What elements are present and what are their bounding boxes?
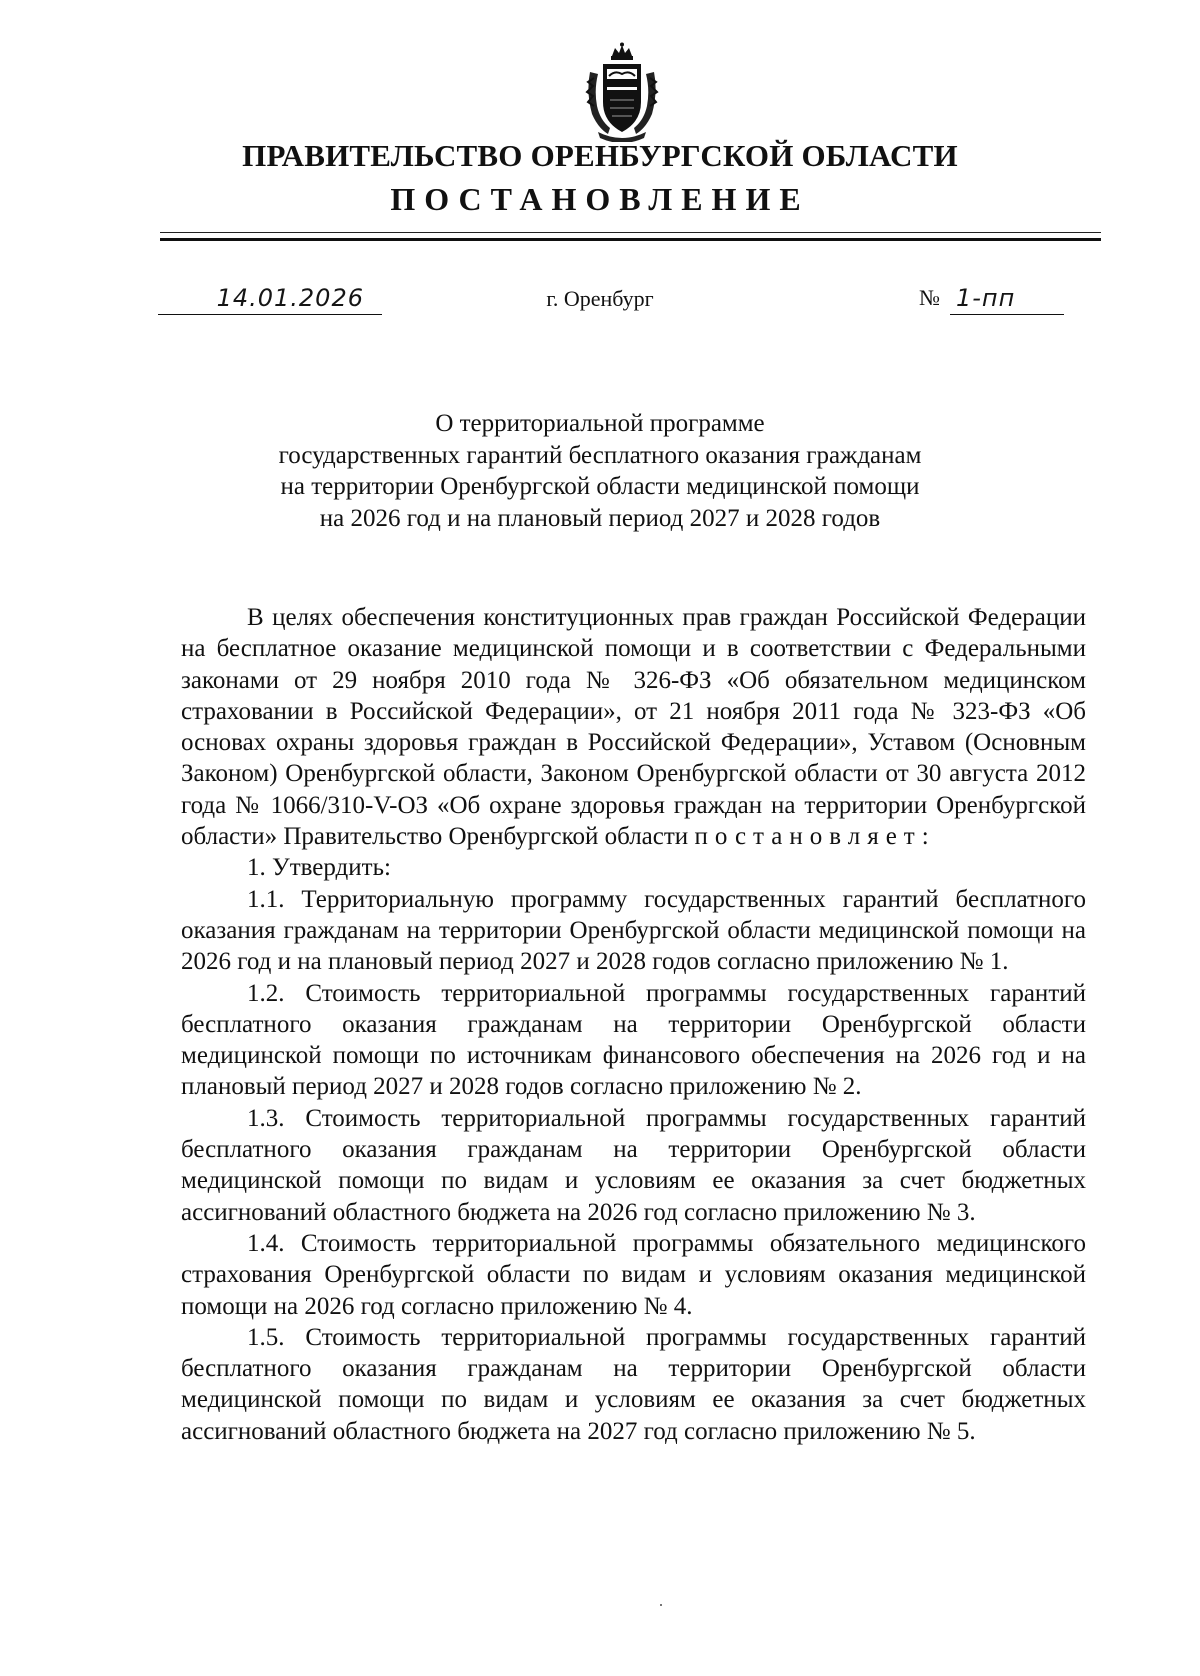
subject-line: О территориальной программе [435, 410, 765, 437]
decree-word: постановляет [694, 823, 922, 851]
document-subject [0, 408, 1200, 534]
handwritten-number: 1-пп [956, 284, 1016, 312]
document-type-title: ПОСТАНОВЛЕНИЕ [390, 181, 810, 217]
coat-of-arms-icon [584, 42, 660, 142]
decree-colon: : [921, 823, 929, 851]
handwritten-date: 14.01.2026 [216, 284, 364, 312]
item-1-4: 1.4. Стоимость территориальной программы обязательного медицинского страхования Оренбургской области по видам и условиям оказания медицинской помощи на 2026 год согласно приложению № 4. [181, 1229, 1086, 1320]
subject-line: на территории Оренбургской области медицинской помощи [280, 473, 920, 500]
subject-line: государственных гарантий бесплатного оказания гражданам [278, 441, 922, 469]
document-body [181, 602, 1086, 1447]
item-1: 1. Утвердить: [247, 854, 391, 882]
item-1-1: 1.1. Территориальную программу государственных гарантий бесплатного оказания гражданам на территории Оренбургской области медицинской помощи на 2026 год и на плановый период 2027 и 2028 годов согласно приложению № 1. [181, 885, 1086, 976]
item-1-2: 1.2. Стоимость территориальной программы государственных гарантий бесплатного оказания гражданам на территории Оренбургской области медицинской помощи по источникам финансового обеспечения на 2026 год и на плановый период 2027 и 2028 годов согласно приложению № 2. [181, 979, 1086, 1101]
subject-line: на 2026 год и на плановый период 2027 и 2028 годов [319, 504, 881, 532]
preamble-paragraph [181, 602, 1086, 852]
number-field [950, 284, 1064, 315]
city-label: г. Оренбург [546, 286, 654, 311]
header-divider-thin [160, 232, 1101, 233]
government-title: ПРАВИТЕЛЬСТВО ОРЕНБУРГСКОЙ ОБЛАСТИ [242, 138, 958, 173]
item-1-5: 1.5. Стоимость территориальной программы государственных гарантий бесплатного оказания гражданам на территории Оренбургской области медицинской помощи по видам и условиям ее оказания за счет бюджетных ассигнований областного бюджета на 2027 год согласно приложению № 5. [181, 1323, 1086, 1445]
header-divider-thick [160, 238, 1101, 241]
number-sign: № [919, 285, 940, 310]
page-speck [660, 1604, 662, 1606]
item-1-3: 1.3. Стоимость территориальной программы государственных гарантий бесплатного оказания гражданам на территории Оренбургской области медицинской помощи по видам и условиям ее оказания за счет бюджетных ассигнований областного бюджета на 2026 год согласно приложению № 3. [181, 1104, 1086, 1226]
preamble-text: В целях обеспечения конституционных прав граждан Российской Федерации на бесплатное оказание медицинской помощи и в соответствии с Федеральными законами от 29 ноября 2010 года № 326-ФЗ «Об обязательном медицинском страховании в Российской Федерации», от 21 ноября 2011 года № 323-ФЗ «Об основах охраны здоровья граждан в Российской Федерации», Уставом (Основным Законом) Оренбургской области, Законом Оренбургской области от 30 августа 2012 года № 1066/310-V-ОЗ «Об охране здоровья граждан на территории Оренбургской области» Правительство Оренбургской области [181, 604, 1086, 851]
